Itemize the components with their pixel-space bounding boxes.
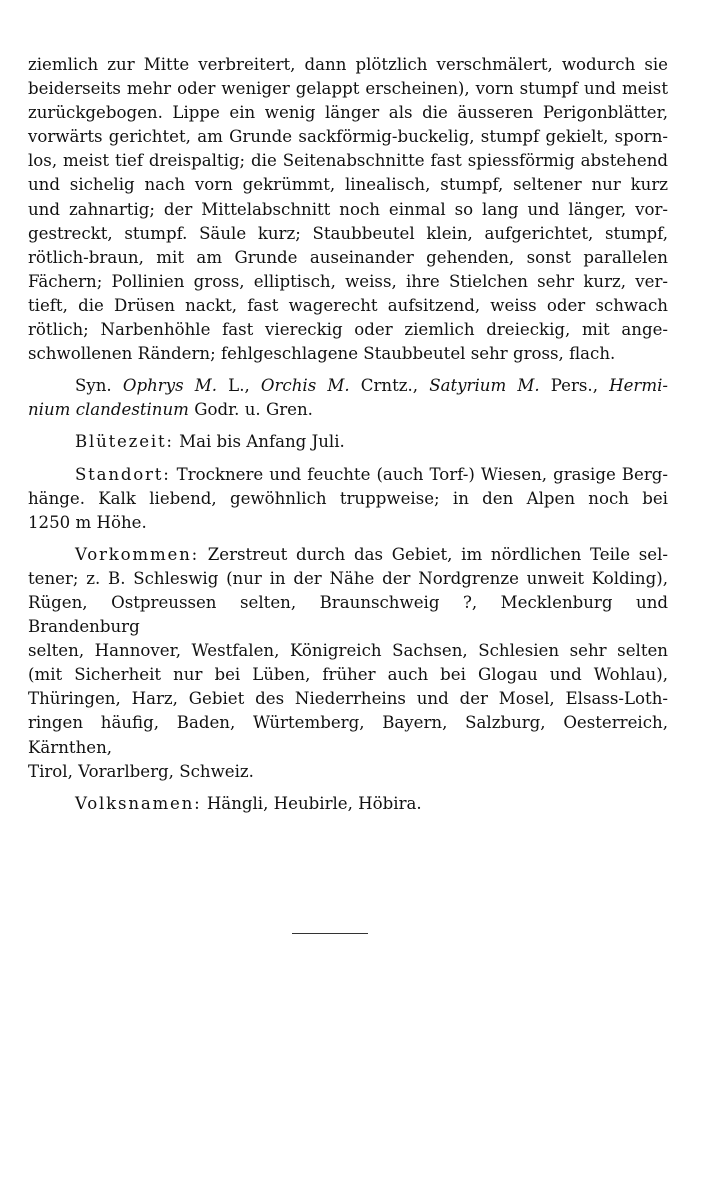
standort-label: Standort:: [75, 464, 171, 484]
synonyms-line: [28, 398, 668, 422]
vorkommen-line: [28, 543, 668, 567]
synonyms-paragraph: [28, 374, 668, 422]
text-line: und sichelig nach vorn gekrümmt, linealisch, stumpf, seltener nur kurz: [28, 175, 668, 195]
volksnamen-text: Hängli, Heubirle, Höbira.: [206, 793, 422, 813]
vorkommen-line: (mit Sicherheit nur bei Lüben, früher auch bei Glogau und Wohlau),: [28, 665, 668, 685]
vorkommen-paragraph: [28, 543, 668, 784]
text-line: schwollenen Rändern; fehlgeschlagene Staubbeutel sehr gross, flach.: [28, 344, 616, 364]
text-line: und zahnartig; der Mittelabschnitt noch einmal so lang und länger, vor-: [28, 199, 668, 219]
vorkommen-line: tener; z. B. Schleswig (nur in der Nähe der Nordgrenze unweit Kolding),: [28, 568, 668, 588]
standort-line: 1250 m Höhe.: [28, 512, 147, 532]
vorkommen-text: Zerstreut durch das Gebiet, im nördlichen Teile sel-: [207, 544, 668, 564]
text-line: beiderseits mehr oder weniger gelappt erscheinen), vorn stumpf und meist: [28, 79, 668, 99]
text-line: los, meist tief dreispaltig; die Seitenabschnitte fast spiessförmig abstehend: [28, 151, 668, 171]
synonym-author: Crntz.,: [349, 376, 430, 396]
page-text: [28, 53, 668, 816]
text-line: vorwärts gerichtet, am Grunde sackförmig-buckelig, stumpf gekielt, sporn-: [28, 127, 668, 147]
standort-line: hänge. Kalk liebend, gewöhnlich truppweise; in den Alpen noch bei: [28, 488, 668, 508]
text-line: gestreckt, stumpf. Säule kurz; Staubbeutel klein, aufgerichtet, stumpf,: [28, 223, 668, 243]
volksnamen-line: [28, 792, 668, 816]
description-paragraph: [28, 53, 668, 366]
synonym-name: Ophrys M.: [122, 376, 218, 396]
synonyms-line: [28, 374, 668, 398]
bluetezeit-label: Blütezeit:: [75, 432, 174, 452]
vorkommen-line: Thüringen, Harz, Gebiet des Niederrheins und der Mosel, Elsass-Loth-: [28, 689, 668, 709]
vorkommen-line: Rügen, Ostpreussen selten, Braunschweig ?, Mecklenburg und Brandenburg: [28, 592, 668, 637]
standort-text: Trocknere und feuchte (auch Torf-) Wiesen, grasige Berg-: [176, 464, 668, 484]
volksnamen-paragraph: [28, 792, 668, 816]
synonym-author: L.,: [217, 376, 261, 396]
volksnamen-label: Volksnamen:: [75, 793, 202, 813]
text-line: ziemlich zur Mitte verbreitert, dann plötzlich verschmälert, wodurch sie: [28, 55, 668, 74]
standort-line: [28, 463, 668, 487]
vorkommen-label: Vorkommen:: [75, 544, 199, 564]
bluetezeit-text: Mai bis Anfang Juli.: [179, 432, 345, 452]
standort-paragraph: [28, 463, 668, 535]
bluetezeit-paragraph: [28, 430, 668, 454]
synonym-name: Satyrium M.: [429, 376, 540, 396]
synonym-name: nium clandestinum: [28, 400, 189, 420]
text-line: rötlich; Narbenhöhle fast viereckig oder ziemlich dreieckig, mit ange-: [28, 320, 668, 340]
text-line: tieft, die Drüsen nackt, fast wagerecht aufsitzend, weiss oder schwach: [28, 295, 668, 315]
synonym-name: Orchis M.: [260, 376, 350, 396]
text-line: rötlich-braun, mit am Grunde auseinander gehenden, sonst parallelen: [28, 247, 668, 267]
section-divider: [292, 933, 368, 934]
synonym-author: Pers.,: [539, 376, 610, 396]
vorkommen-line: selten, Hannover, Westfalen, Königreich Sachsen, Schlesien sehr selten: [28, 641, 668, 661]
vorkommen-line: ringen häufig, Baden, Würtemberg, Bayern, Salzburg, Oesterreich, Kärnthen,: [28, 713, 668, 757]
bluetezeit-line: [28, 430, 668, 454]
text-line: Fächern; Pollinien gross, elliptisch, weiss, ihre Stielchen sehr kurz, ver-: [28, 271, 668, 291]
vorkommen-line: Tirol, Vorarlberg, Schweiz.: [28, 761, 254, 781]
synonyms-label: Syn.: [75, 376, 112, 396]
synonym-name: Hermi-: [609, 376, 668, 396]
synonym-author: Godr. u. Gren.: [188, 400, 313, 420]
text-line: zurückgebogen. Lippe ein wenig länger als die äusseren Perigonblätter,: [28, 103, 668, 123]
